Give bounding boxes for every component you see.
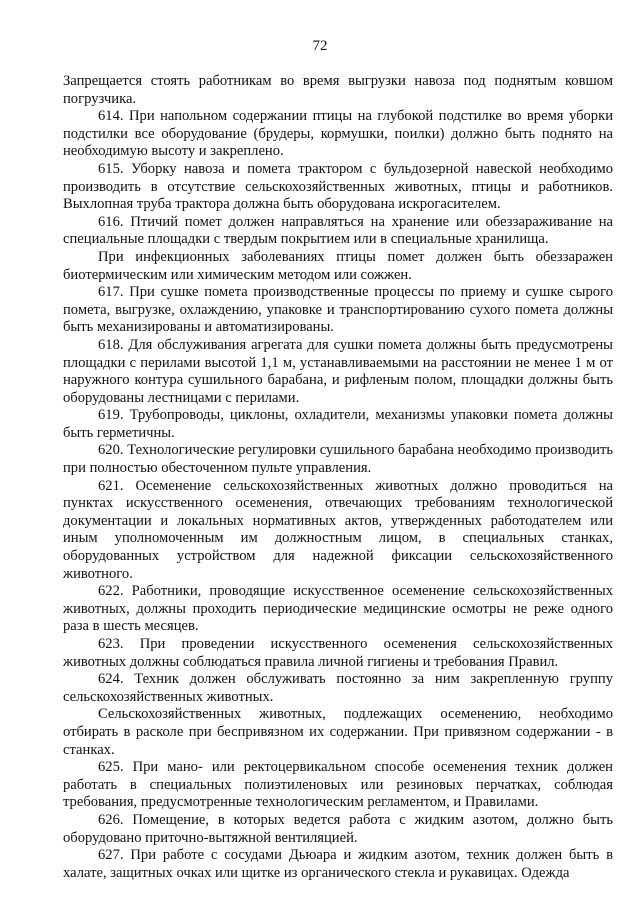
paragraph-616-note: При инфекционных заболеваниях птицы помет должен быть обеззаражен биотермическим или химическим методом или сожжен. xyxy=(63,248,613,283)
paragraph-625: 625. При мано- или ректоцервикальном способе осеменения техник должен работать в специальных полиэтиленовых или резиновых перчатках, соблюдая требования, предусмотренные технологическим регламентом, и Правилами. xyxy=(63,759,613,811)
paragraph-621: 621. Осеменение сельскохозяйственных животных должно проводиться на пунктах искусственного осеменения, отвечающих требованиям технологической документации и локальных нормативных актов, утвержденных работодателем или иным уполномоченным им должностным лицом, в специальных станках, оборудованных устройством для надежной фиксации сельскохозяйственного животного. xyxy=(63,477,613,582)
paragraph-618: 618. Для обслуживания агрегата для сушки помета должны быть предусмотрены площадки с перилами высотой 1,1 м, устанавливаемыми на расстоянии не менее 1 м от наружного контура сушильного барабана, и рифленым полом, площадки должны быть оборудованы лестницами с перилами. xyxy=(63,336,613,406)
paragraph-624: 624. Техник должен обслуживать постоянно за ним закрепленную группу сельскохозяйственных животных. xyxy=(63,671,613,705)
paragraph-614: 614. При напольном содержании птицы на глубокой подстилке во время уборки подстилки все оборудование (брудеры, кормушки, поилки) должно быть поднято на необходимую высоту и закреплено. xyxy=(63,108,613,160)
paragraph-616: 616. Птичий помет должен направляться на хранение или обеззараживание на специальные площадки с твердым покрытием или в специальные хранилища. xyxy=(63,213,613,248)
paragraph-622: 622. Работники, проводящие искусственное осеменение сельскохозяйственных животных, должны проходить периодические медицинские осмотры не реже одного раза в шесть месяцев. xyxy=(63,583,613,635)
paragraph-615: 615. Уборку навоза и помета трактором с бульдозерной навеской необходимо производить в отсутствие сельскохозяйственных животных, птицы и работников. Выхлопная труба трактора должна быть оборудована искрогасителем. xyxy=(63,160,613,213)
paragraph-624-note: Сельскохозяйственных животных, подлежащих осеменению, необходимо отбирать в расколе при беспривязном их содержании. При привязном содержании - в станках. xyxy=(63,706,613,758)
paragraph-620: 620. Технологические регулировки сушильного барабана необходимо производить при полностью обесточенном пульте управления. xyxy=(63,442,613,477)
paragraph-627: 627. При работе с сосудами Дьюара и жидким азотом, техник должен быть в халате, защитных очках или щитке из органического стекла и рукавицах. Одежда xyxy=(63,847,613,881)
paragraph-617: 617. При сушке помета производственные процессы по приему и сушке сырого помета, выгрузке, охлаждению, упаковке и транспортированию сухого помета должны быть механизированы и автоматизированы. xyxy=(63,284,613,336)
paragraph-619: 619. Трубопроводы, циклоны, охладители, механизмы упаковки помета должны быть герметичны. xyxy=(63,407,613,441)
page-number: 72 xyxy=(312,38,328,54)
document-body xyxy=(63,73,613,882)
paragraph-613-continuation: Запрещается стоять работникам во время выгрузки навоза под поднятым ковшом погрузчика. xyxy=(63,73,613,107)
paragraph-623: 623. При проведении искусственного осеменения сельскохозяйственных животных должны соблюдаться правила личной гигиены и требования Правил. xyxy=(63,636,613,670)
paragraph-626: 626. Помещение, в которых ведется работа с жидким азотом, должно быть оборудовано приточно-вытяжной вентиляцией. xyxy=(63,811,613,846)
